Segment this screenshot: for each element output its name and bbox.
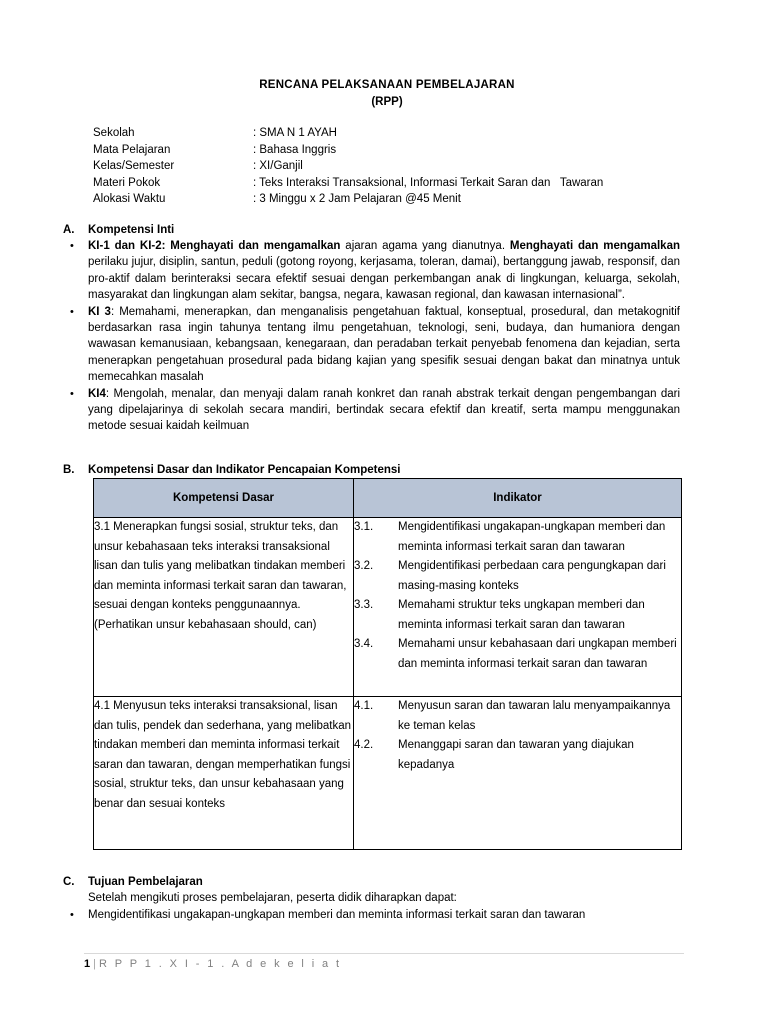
section-c-subheading: Setelah mengikuti proses pembelajaran, peserta didik diharapkan dapat: xyxy=(88,892,457,905)
metadata-value: : 3 Minggu x 2 Jam Pelajaran @45 Menit xyxy=(253,193,461,205)
section-a-heading xyxy=(63,222,174,239)
list-item xyxy=(63,238,680,304)
section-a-letter: A. xyxy=(63,224,75,236)
metadata-label: Kelas/Semester xyxy=(93,160,175,172)
ki-rest: perilaku jujur, disiplin, santun, peduli (gotong royong, kerjasama, toleran, damai), bertanggung jawab, responsif, dan pro-aktif dalam berinteraksi secara efektif sesuai dengan perkembangan anak di lingkungan, keluarga, sekolah, masyarakat dan lingkungan alam sekitar, bangsa, negara, kawasan regional, dan kawasan internasional”. xyxy=(88,256,680,302)
footer-page-number: 1 xyxy=(84,958,91,970)
section-c xyxy=(63,874,680,923)
indicator-item xyxy=(354,736,681,775)
list-item-text xyxy=(88,386,680,435)
list-item xyxy=(63,907,680,923)
section-b-letter: B. xyxy=(63,464,75,476)
cell-kompetensi-dasar: 3.1 Menerapkan fungsi sosial, struktur teks, dan unsur kebahasaan teks interaksi transaksional lisan dan tulis yang melibatkan tindakan memberi dan meminta informasi terkait saran dan tawaran, sesuai dengan konteks penggunaannya. (Perhatikan unsur kebahasaan should, can) xyxy=(94,518,354,697)
ki-bold-lead: KI 3 xyxy=(88,305,111,318)
indicator-item xyxy=(354,557,681,596)
bullet-icon: • xyxy=(70,305,74,318)
ki-bold-lead: KI-1 dan KI-2: Menghayati dan mengamalkan xyxy=(88,240,341,252)
section-c-letter: C. xyxy=(63,876,75,888)
ki-rest: : Mengolah, menalar, dan menyaji dalam ranah konkret dan ranah abstrak terkait dengan pengembangan dari yang dipelajarinya di sekolah secara mandiri, bertindak secara efektif dan kreatif, serta mampu menggunakan metode sesuai kaidah keilmuan xyxy=(88,387,680,433)
ki-mid: ajaran agama yang dianutnya. xyxy=(340,240,510,252)
section-c-title: Tujuan Pembelajaran xyxy=(88,876,203,888)
page-footer xyxy=(84,958,341,970)
bullet-icon: • xyxy=(70,908,74,921)
column-header-indikator: Indikator xyxy=(354,479,682,518)
footer-separator: | xyxy=(93,958,96,970)
bullet-icon: • xyxy=(70,240,74,252)
table-row xyxy=(94,518,682,697)
indicator-number: 3.2. xyxy=(354,560,374,572)
metadata-row xyxy=(93,125,693,142)
section-c-heading xyxy=(63,874,680,890)
table-header-row xyxy=(94,479,682,518)
metadata-row xyxy=(93,191,693,208)
metadata-row xyxy=(93,142,693,159)
cell-indikator xyxy=(354,518,682,697)
footer-label: R P P 1 . X I - 1 . A d e k e l i a t xyxy=(98,958,342,970)
section-a-title: Kompetensi Inti xyxy=(88,224,175,236)
indicator-item xyxy=(354,596,681,635)
cell-indikator xyxy=(354,697,682,850)
metadata-value: : SMA N 1 AYAH xyxy=(253,127,337,139)
list-item xyxy=(63,304,680,386)
metadata-label: Mata Pelajaran xyxy=(93,143,171,156)
indicator-number: 3.4. xyxy=(354,638,374,650)
indicator-number: 3.1. xyxy=(354,521,374,533)
metadata-value: : Teks Interaksi Transaksional, Informasi Terkait Saran dan Tawaran xyxy=(253,176,604,189)
list-item xyxy=(63,386,680,435)
page-subtitle: (RPP) xyxy=(371,96,403,108)
footer-divider xyxy=(84,953,684,954)
indicator-number: 3.3. xyxy=(354,599,374,611)
indicator-text: Memahami struktur teks ungkapan memberi dan meminta informasi terkait saran dan tawaran xyxy=(398,599,645,631)
cell-kompetensi-dasar: 4.1 Menyusun teks interaksi transaksional, lisan dan tulis, pendek dan sederhana, yang melibatkan tindakan memberi dan meminta informasi terkait saran dan tawaran, dengan memperhatikan fungsi sosial, struktur teks, dan unsur kebahasaan yang benar dan sesuai konteks xyxy=(94,697,354,850)
column-header-kompetensi-dasar: Kompetensi Dasar xyxy=(94,479,354,518)
document-metadata xyxy=(93,125,693,208)
section-b-title: Kompetensi Dasar dan Indikator Pencapaian Kompetensi xyxy=(88,464,401,476)
metadata-row xyxy=(93,158,693,175)
list-item-text: Mengidentifikasi ungakapan-ungkapan memberi dan meminta informasi terkait saran dan tawaran xyxy=(88,908,586,921)
indicator-item xyxy=(354,697,681,736)
page-title: RENCANA PELAKSANAAN PEMBELAJARAN xyxy=(259,79,515,91)
metadata-row xyxy=(93,175,693,192)
indicator-item xyxy=(354,635,681,674)
bullet-icon: • xyxy=(70,387,74,400)
indicator-item xyxy=(354,518,681,557)
kompetensi-dasar-table xyxy=(93,478,682,850)
indicator-text: Menanggapi saran dan tawaran yang diajukan kepadanya xyxy=(398,739,634,771)
indicator-text: Mengidentifikasi ungakapan-ungkapan memberi dan meminta informasi terkait saran dan tawaran xyxy=(398,521,666,553)
ki-bold-second: Menghayati dan mengamalkan xyxy=(509,240,680,252)
table-row xyxy=(94,697,682,850)
indicator-text: Mengidentifikasi perbedaan cara pengungkapan dari masing-masing konteks xyxy=(398,560,666,592)
metadata-label: Sekolah xyxy=(93,127,135,139)
ki-rest: : Memahami, menerapkan, dan menganalisis pengetahuan faktual, konseptual, prosedural, dan metakognitif berdasarkan rasa ingin tahunya tentang ilmu pengetahuan, teknologi, seni, budaya, dan humaniora dengan wawasan kemanusiaan, kebangsaan, kenegaraan, dan peradaban terkait penyebab fenomena dan kejadian, serta menerapkan pengetahuan prosedural pada bidang kajian yang spesifik sesuai dengan bakat dan minatnya untuk memecahkan masalah xyxy=(88,305,680,384)
indicator-number: 4.2. xyxy=(354,739,374,751)
kompetensi-inti-list xyxy=(63,238,680,435)
list-item-text xyxy=(88,304,680,386)
indicator-number: 4.1. xyxy=(354,700,374,712)
indicator-text: Memahami unsur kebahasaan dari ungkapan memberi dan meminta informasi terkait saran dan tawaran xyxy=(398,638,677,670)
indicator-text: Menyusun saran dan tawaran lalu menyampaikannya ke teman kelas xyxy=(398,700,671,732)
metadata-value: : Bahasa Inggris xyxy=(253,143,337,156)
metadata-label: Materi Pokok xyxy=(93,176,161,189)
ki-bold-lead: KI4 xyxy=(88,387,106,400)
section-b-heading xyxy=(63,462,401,479)
list-item-text xyxy=(88,238,680,304)
metadata-value: : XI/Ganjil xyxy=(253,160,303,172)
metadata-label: Alokasi Waktu xyxy=(93,193,166,205)
